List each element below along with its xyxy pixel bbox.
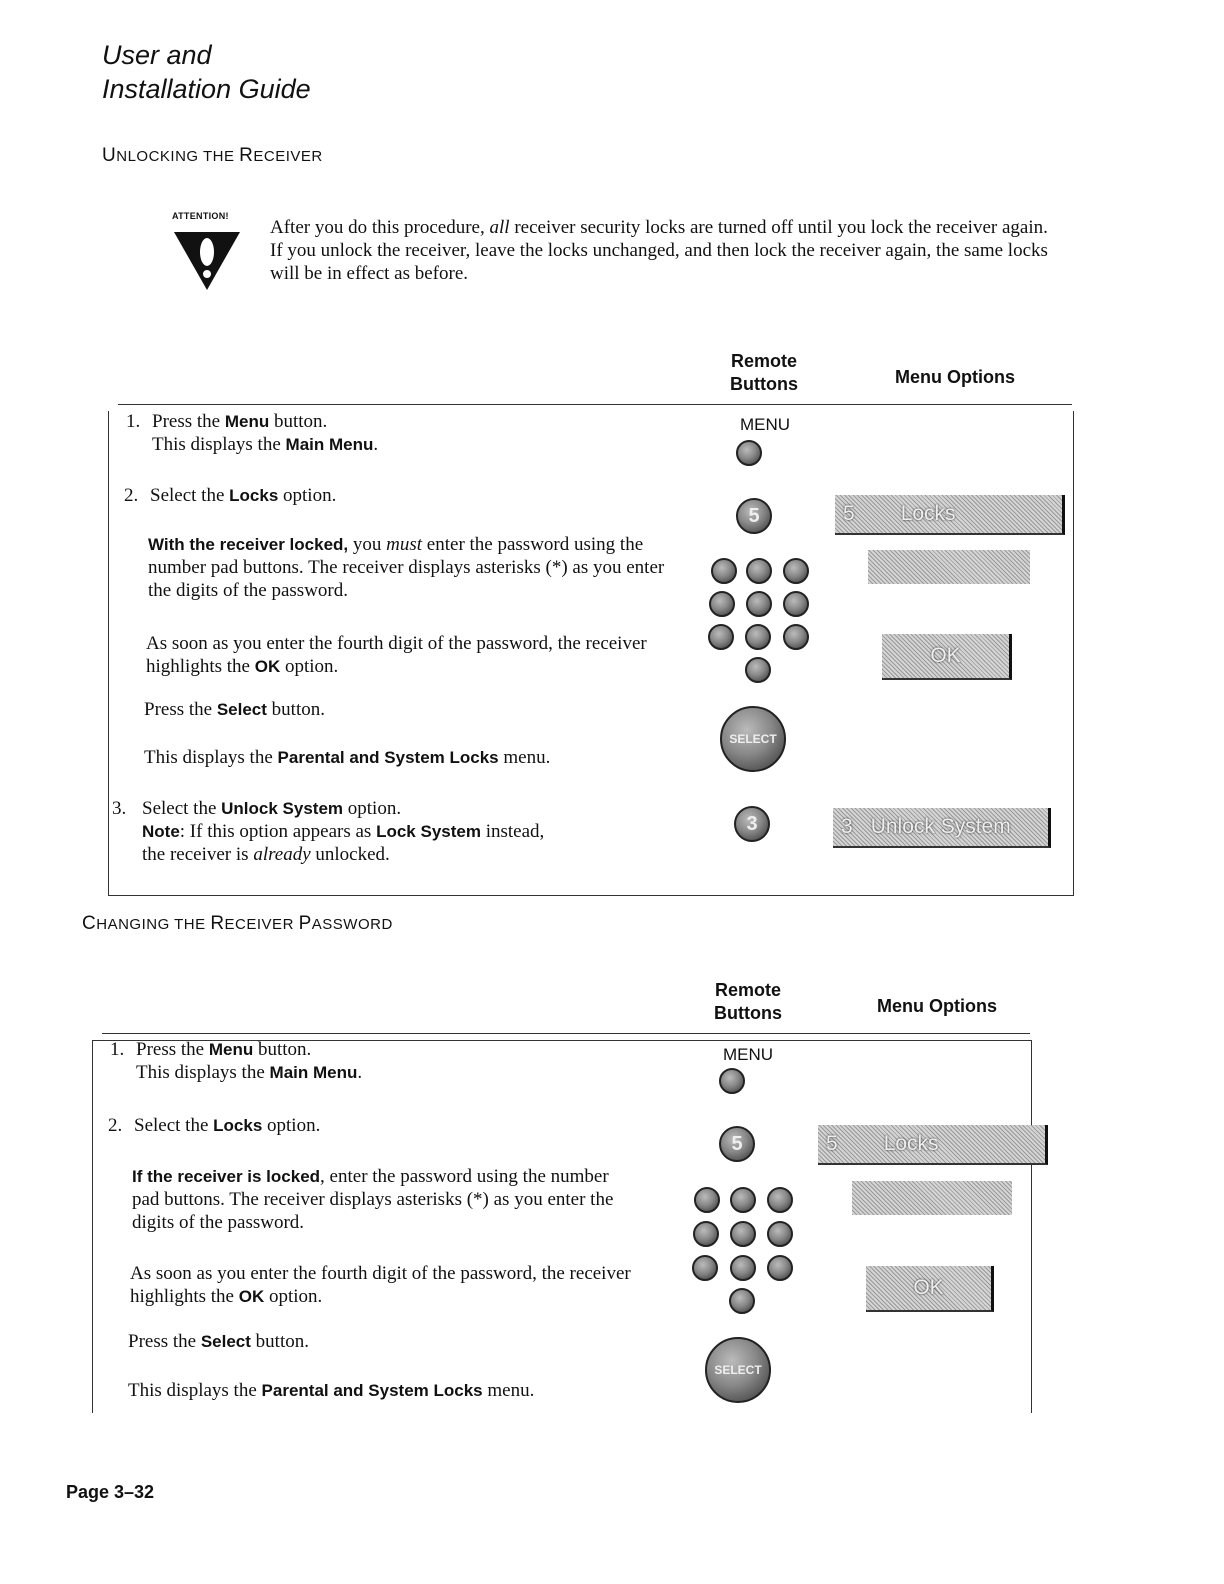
- password-para-fourth-digit: As soon as you enter the fourth digit of the password, the receiver highlights the OK option.: [130, 1263, 631, 1307]
- attention-label: ATTENTION!: [172, 211, 229, 221]
- password-entry-field[interactable]: [868, 550, 1030, 584]
- numpad-button[interactable]: [783, 558, 809, 584]
- unlock-step-1: 1. Press the Menu button. This displays the Main Menu.: [126, 411, 379, 455]
- section-heading-changing-password: CHANGING THE RECEIVER PASSWORD: [82, 913, 393, 934]
- remote-5-button[interactable]: 5: [736, 498, 772, 534]
- attention-warning-icon: [172, 224, 242, 292]
- numpad-button[interactable]: [709, 591, 735, 617]
- numpad-button[interactable]: [708, 624, 734, 650]
- remote-menu-button[interactable]: [719, 1068, 745, 1094]
- unlock-para-password: With the receiver locked, you must enter the password using the number pad buttons. The receiver displays asterisks (*) as you enter the digits of the password.: [148, 534, 665, 601]
- numpad-button[interactable]: [767, 1221, 793, 1247]
- numpad-button[interactable]: [730, 1187, 756, 1213]
- numpad-button[interactable]: [767, 1187, 793, 1213]
- menu-button-label: MENU: [723, 1045, 774, 1064]
- numpad-button[interactable]: [692, 1255, 718, 1281]
- remote-menu-button[interactable]: [736, 440, 762, 466]
- unlock-step-3: 3. Select the Unlock System option. Note: If this option appears as Lock System instead, the receiver is already unlocked.: [112, 798, 545, 865]
- unlock-para-parental-menu: This displays the Parental and System Locks menu.: [144, 747, 551, 768]
- unlock-para-press-select: Press the Select button.: [144, 699, 325, 720]
- menu-button-label: MENU: [740, 415, 791, 434]
- menu-option-locks[interactable]: 5 Locks: [818, 1125, 1048, 1165]
- title-line-2: Installation Guide: [102, 74, 311, 104]
- password-step-2: 2. Select the Locks option.: [108, 1115, 321, 1136]
- password-entry-field[interactable]: [852, 1181, 1012, 1215]
- remote-select-button[interactable]: SELECT: [720, 706, 786, 772]
- document-title: [102, 38, 311, 106]
- numpad-button[interactable]: [745, 657, 771, 683]
- numpad-button[interactable]: [746, 591, 772, 617]
- remote-3-button[interactable]: 3: [734, 806, 770, 842]
- menu-option-ok[interactable]: OK: [882, 634, 1012, 680]
- numpad-button[interactable]: [711, 558, 737, 584]
- section-heading-unlocking: UNLOCKING THE RECEIVER: [102, 145, 323, 166]
- menu-option-unlock-system[interactable]: 3 Unlock System: [833, 808, 1051, 848]
- numpad-button[interactable]: [694, 1187, 720, 1213]
- numpad-button[interactable]: [730, 1255, 756, 1281]
- numpad-button[interactable]: [693, 1221, 719, 1247]
- remote-5-button[interactable]: 5: [719, 1126, 755, 1162]
- numpad-button[interactable]: [746, 558, 772, 584]
- numpad-button[interactable]: [745, 624, 771, 650]
- remote-select-button[interactable]: SELECT: [705, 1337, 771, 1403]
- numpad-button[interactable]: [767, 1255, 793, 1281]
- password-step-1: 1. Press the Menu button. This displays the Main Menu.: [110, 1039, 363, 1083]
- unlock-para-fourth-digit: As soon as you enter the fourth digit of the password, the receiver highlights the OK option.: [146, 633, 647, 677]
- attention-text: After you do this procedure, all receiver security locks are turned off until you lock the receiver again. If you unlock the receiver, leave the locks unchanged, and then lock the receiver again, the same locks will be in effect as before.: [270, 217, 1048, 284]
- numpad-button[interactable]: [730, 1221, 756, 1247]
- column-header-menu-options: Menu Options: [877, 996, 997, 1016]
- menu-option-locks[interactable]: 5 Locks: [835, 495, 1065, 535]
- password-para-press-select: Press the Select button.: [128, 1331, 309, 1352]
- column-header-remote-buttons: Remote Buttons: [730, 351, 798, 394]
- column-header-menu-options: Menu Options: [895, 367, 1015, 387]
- menu-option-ok[interactable]: OK: [866, 1266, 994, 1312]
- unlock-step-2: 2. Select the Locks option.: [124, 485, 337, 506]
- password-para-parental-menu: This displays the Parental and System Locks menu.: [128, 1380, 535, 1401]
- numpad-button[interactable]: [729, 1288, 755, 1314]
- numpad-button[interactable]: [783, 591, 809, 617]
- title-line-1: User and: [102, 40, 212, 70]
- page-number: Page 3–32: [66, 1482, 155, 1502]
- column-header-remote-buttons: Remote Buttons: [714, 980, 782, 1023]
- password-para-enter: If the receiver is locked, enter the password using the number pad buttons. The receiver displays asterisks (*) as you enter the digits of the password.: [132, 1166, 614, 1233]
- numpad-button[interactable]: [783, 624, 809, 650]
